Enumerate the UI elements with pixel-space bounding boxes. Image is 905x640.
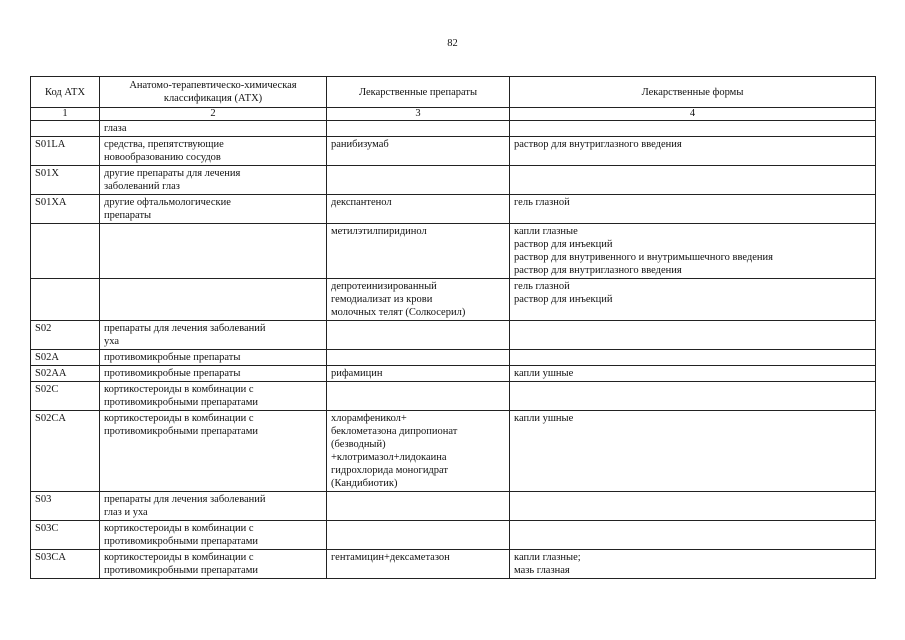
drug-cell xyxy=(327,224,510,279)
atx-classification-cell-line: противомикробными препаратами xyxy=(104,397,258,408)
atx-classification-cell-line: противомикробными препаратами xyxy=(104,536,258,547)
drug-cell-line: молочных телят (Солкосерил) xyxy=(331,307,466,318)
atx-classification-cell-line: препараты xyxy=(104,210,152,221)
table-header-row xyxy=(31,77,876,108)
atx-code-cell: S01XA xyxy=(31,195,100,224)
atx-classification-cell xyxy=(100,350,327,366)
drug-cell xyxy=(327,121,510,137)
atx-code-cell: S02C xyxy=(31,382,100,411)
atx-classification-cell xyxy=(100,166,327,195)
column-header-drugs: Лекарственные препараты xyxy=(327,77,510,108)
dosage-form-cell xyxy=(510,366,876,382)
drug-cell xyxy=(327,321,510,350)
atx-classification-cell-line: кортикостероиды в комбинации с xyxy=(104,413,254,424)
table-row xyxy=(31,121,876,137)
dosage-form-cell-line: капли глазные xyxy=(514,226,578,237)
dosage-form-cell-line: капли ушные xyxy=(514,368,574,379)
column-header-code: Код АТХ xyxy=(31,77,100,108)
atx-classification-cell-line: противомикробные препараты xyxy=(104,368,241,379)
atx-classification-cell xyxy=(100,521,327,550)
atx-classification-cell xyxy=(100,279,327,321)
table-row xyxy=(31,166,876,195)
atx-code-cell: S03 xyxy=(31,492,100,521)
column-number-row xyxy=(31,108,876,121)
atx-classification-cell-line: другие офтальмологические xyxy=(104,197,231,208)
drug-cell xyxy=(327,411,510,492)
column-header-atx: Анатомо-терапевтическо-химическая классификация (АТХ) xyxy=(100,77,327,108)
drug-cell-line: депротеинизированный xyxy=(331,281,437,292)
atx-classification-cell-line: глаза xyxy=(104,123,127,134)
drug-cell-line: (Кандибиотик) xyxy=(331,478,398,489)
drug-cell xyxy=(327,279,510,321)
table-row xyxy=(31,382,876,411)
column-header-forms: Лекарственные формы xyxy=(510,77,876,108)
dosage-form-cell xyxy=(510,350,876,366)
page-number: 82 xyxy=(447,38,458,49)
atx-classification-cell xyxy=(100,366,327,382)
atx-code-cell: S03C xyxy=(31,521,100,550)
atx-classification-cell-line: кортикостероиды в комбинации с xyxy=(104,552,254,563)
table-row xyxy=(31,492,876,521)
dosage-form-cell-line: гель глазной xyxy=(514,197,570,208)
table-body xyxy=(31,121,876,579)
dosage-form-cell xyxy=(510,166,876,195)
atx-code-cell: S02AA xyxy=(31,366,100,382)
atx-classification-cell-line: глаз и уха xyxy=(104,507,148,518)
drug-cell-line: гемодиализат из крови xyxy=(331,294,433,305)
dosage-form-cell-line: капли глазные; xyxy=(514,552,581,563)
table-row xyxy=(31,137,876,166)
column-number: 2 xyxy=(100,108,327,121)
table-row xyxy=(31,321,876,350)
atx-classification-cell-line: заболеваний глаз xyxy=(104,181,180,192)
dosage-form-cell-line: раствор для инъекций xyxy=(514,294,613,305)
atx-classification-cell xyxy=(100,550,327,579)
drug-cell-line: рифамицин xyxy=(331,368,383,379)
drug-cell-line: беклометазона дипропионат xyxy=(331,426,458,437)
atx-code-cell: S02A xyxy=(31,350,100,366)
dosage-form-cell xyxy=(510,492,876,521)
atx-classification-cell-line: кортикостероиды в комбинации с xyxy=(104,523,254,534)
atx-classification-cell-line: препараты для лечения заболеваний xyxy=(104,494,266,505)
atx-table xyxy=(30,76,876,579)
atx-classification-cell xyxy=(100,492,327,521)
drug-cell xyxy=(327,366,510,382)
dosage-form-cell-line: раствор для внутривенного и внутримышечного введения xyxy=(514,252,773,263)
atx-code-cell: S02CA xyxy=(31,411,100,492)
drug-cell-line: декспантенол xyxy=(331,197,392,208)
dosage-form-cell xyxy=(510,321,876,350)
dosage-form-cell xyxy=(510,195,876,224)
dosage-form-cell xyxy=(510,411,876,492)
drug-cell xyxy=(327,137,510,166)
dosage-form-cell xyxy=(510,279,876,321)
drug-cell xyxy=(327,166,510,195)
table-row xyxy=(31,224,876,279)
atx-classification-cell xyxy=(100,137,327,166)
dosage-form-cell-line: раствор для внутриглазного введения xyxy=(514,139,682,150)
atx-classification-cell-line: другие препараты для лечения xyxy=(104,168,241,179)
dosage-form-cell xyxy=(510,224,876,279)
atx-classification-cell-line: кортикостероиды в комбинации с xyxy=(104,384,254,395)
atx-classification-cell-line: новообразованию сосудов xyxy=(104,152,221,163)
dosage-form-cell xyxy=(510,550,876,579)
drug-cell-line: метилэтилпиридинол xyxy=(331,226,427,237)
table-row xyxy=(31,366,876,382)
table-row xyxy=(31,411,876,492)
atx-classification-cell xyxy=(100,382,327,411)
atx-classification-cell-line: средства, препятствующие xyxy=(104,139,224,150)
drug-cell xyxy=(327,350,510,366)
atx-code-cell xyxy=(31,224,100,279)
atx-classification-cell-line: противомикробными препаратами xyxy=(104,565,258,576)
column-number: 4 xyxy=(510,108,876,121)
drug-cell xyxy=(327,550,510,579)
atx-code-cell: S03CA xyxy=(31,550,100,579)
drug-cell xyxy=(327,492,510,521)
dosage-form-cell xyxy=(510,121,876,137)
table-row xyxy=(31,550,876,579)
atx-classification-cell xyxy=(100,224,327,279)
drug-cell-line: гидрохлорида моногидрат xyxy=(331,465,449,476)
column-number: 1 xyxy=(31,108,100,121)
atx-classification-cell-line: уха xyxy=(104,336,120,347)
drug-cell-line: (безводный) xyxy=(331,439,386,450)
table-row xyxy=(31,279,876,321)
atx-classification-cell xyxy=(100,195,327,224)
dosage-form-cell-line: мазь глазная xyxy=(514,565,570,576)
atx-code-cell: S01X xyxy=(31,166,100,195)
dosage-form-cell xyxy=(510,521,876,550)
drug-cell-line: хлорамфеникол+ xyxy=(331,413,407,424)
column-number: 3 xyxy=(327,108,510,121)
atx-classification-cell xyxy=(100,411,327,492)
drug-cell-line: +клотримазол+лидокаина xyxy=(331,452,447,463)
dosage-form-cell-line: гель глазной xyxy=(514,281,570,292)
table-row xyxy=(31,350,876,366)
atx-code-cell xyxy=(31,121,100,137)
dosage-form-cell xyxy=(510,382,876,411)
atx-classification-cell xyxy=(100,121,327,137)
dosage-form-cell xyxy=(510,137,876,166)
drug-cell-line: гентамицин+дексаметазон xyxy=(331,552,450,563)
atx-classification-cell xyxy=(100,321,327,350)
drug-cell xyxy=(327,195,510,224)
drug-cell-line: ранибизумаб xyxy=(331,139,389,150)
atx-code-cell: S01LA xyxy=(31,137,100,166)
dosage-form-cell-line: раствор для внутриглазного введения xyxy=(514,265,682,276)
drug-cell xyxy=(327,521,510,550)
dosage-form-cell-line: капли ушные xyxy=(514,413,574,424)
dosage-form-cell-line: раствор для инъекций xyxy=(514,239,613,250)
atx-classification-cell-line: противомикробные препараты xyxy=(104,352,241,363)
drug-cell xyxy=(327,382,510,411)
atx-classification-cell-line: противомикробными препаратами xyxy=(104,426,258,437)
table-row xyxy=(31,521,876,550)
atx-classification-cell-line: препараты для лечения заболеваний xyxy=(104,323,266,334)
table-row xyxy=(31,195,876,224)
atx-code-cell: S02 xyxy=(31,321,100,350)
atx-code-cell xyxy=(31,279,100,321)
